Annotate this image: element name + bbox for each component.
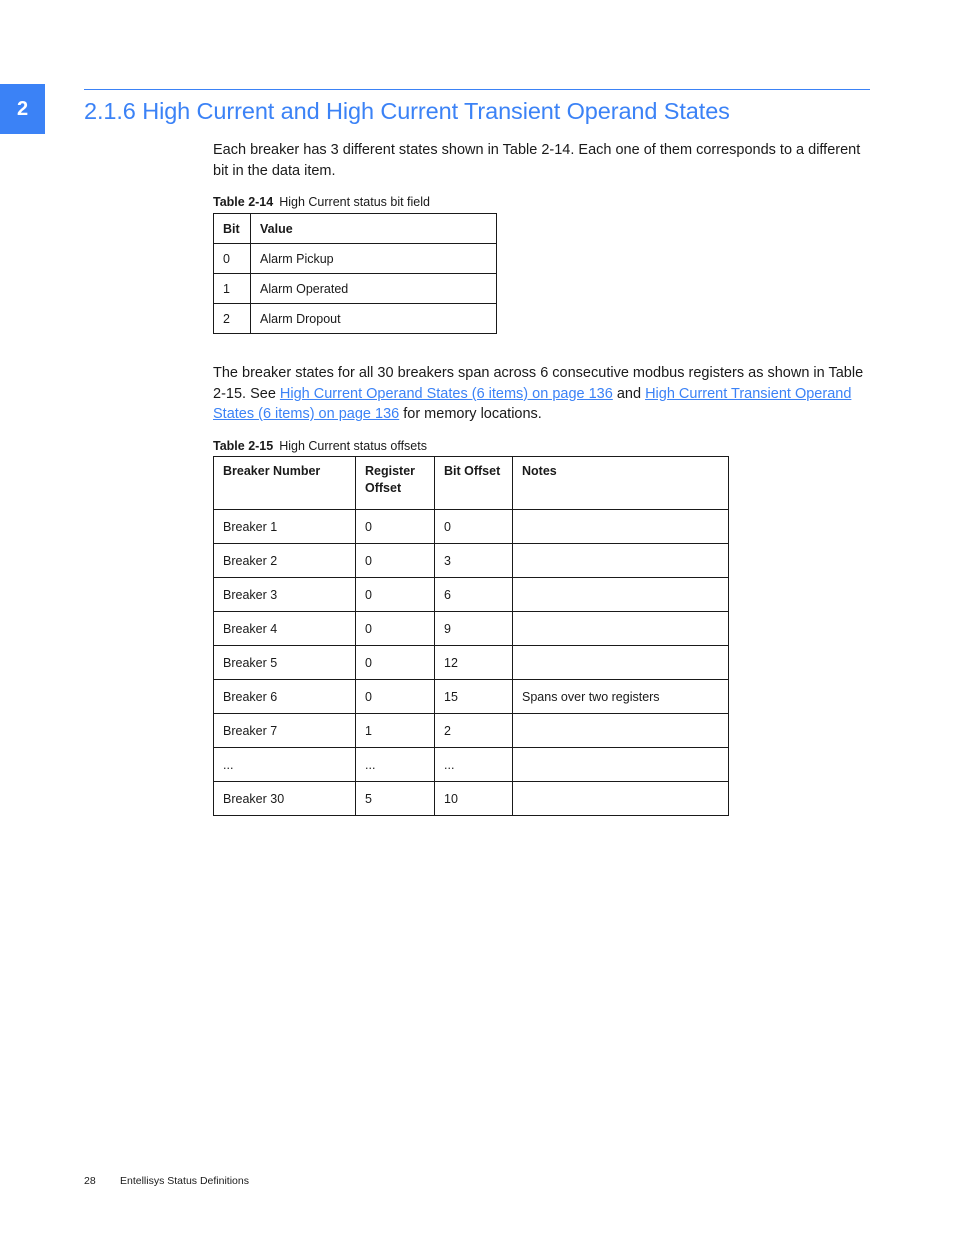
table-cell: 15 bbox=[435, 680, 513, 714]
header-rule bbox=[84, 89, 870, 90]
table-14-label: Table 2-14 bbox=[213, 195, 274, 209]
table-cell: Alarm Dropout bbox=[251, 304, 497, 334]
table-15-caption-text: High Current status offsets bbox=[279, 439, 427, 453]
section-title: 2.1.6 High Current and High Current Transient Operand States bbox=[84, 98, 730, 124]
table-cell: 0 bbox=[356, 680, 435, 714]
table-cell bbox=[513, 782, 729, 816]
link-high-current-operand-states[interactable]: High Current Operand States (6 items) on page 136 bbox=[279, 385, 613, 402]
table-cell bbox=[513, 646, 729, 680]
table-cell: Breaker 2 bbox=[214, 544, 356, 578]
table-15-caption bbox=[213, 439, 427, 453]
table-row bbox=[214, 544, 729, 578]
table-row bbox=[214, 274, 497, 304]
table-cell: 2 bbox=[435, 714, 513, 748]
table-cell: ... bbox=[435, 748, 513, 782]
table-cell: 6 bbox=[435, 578, 513, 612]
table-cell: 0 bbox=[356, 510, 435, 544]
table-cell: Breaker 5 bbox=[214, 646, 356, 680]
footer-doc-title: Entellisys Status Definitions bbox=[120, 1175, 249, 1187]
table-header-row bbox=[214, 457, 729, 510]
table-cell bbox=[513, 544, 729, 578]
table-cell: Breaker 1 bbox=[214, 510, 356, 544]
table-cell: 0 bbox=[214, 244, 251, 274]
table-cell: 3 bbox=[435, 544, 513, 578]
table-row bbox=[214, 578, 729, 612]
table-cell bbox=[513, 714, 729, 748]
table-cell: Breaker 4 bbox=[214, 612, 356, 646]
table-cell bbox=[513, 510, 729, 544]
table-cell: Spans over two registers bbox=[513, 680, 729, 714]
table-14 bbox=[213, 213, 497, 334]
link-high-current-transient-operand-states[interactable]: High Current Transient Operand States (6 items) on page 136 bbox=[213, 385, 852, 422]
table-row bbox=[214, 714, 729, 748]
column-header-value: Value bbox=[251, 214, 497, 244]
table-cell: 5 bbox=[356, 782, 435, 816]
table-14-caption-text: High Current status bit field bbox=[279, 195, 430, 209]
table-row bbox=[214, 680, 729, 714]
table-cell: 12 bbox=[435, 646, 513, 680]
column-header-bit: Bit bbox=[214, 214, 251, 244]
table-cell: Breaker 6 bbox=[214, 680, 356, 714]
table-row bbox=[214, 304, 497, 334]
memory-paragraph-text: for memory locations. bbox=[399, 406, 542, 422]
table-cell: ... bbox=[214, 748, 356, 782]
column-header-breaker-number: Breaker Number bbox=[214, 457, 356, 510]
table-cell: 0 bbox=[356, 544, 435, 578]
table-cell: 1 bbox=[214, 274, 251, 304]
table-cell bbox=[513, 578, 729, 612]
table-15 bbox=[213, 456, 729, 816]
column-header-register-offset: Register Offset bbox=[356, 457, 435, 510]
table-row bbox=[214, 782, 729, 816]
table-row bbox=[214, 612, 729, 646]
table-cell: Breaker 7 bbox=[214, 714, 356, 748]
table-cell: 0 bbox=[356, 646, 435, 680]
table-15-label: Table 2-15 bbox=[213, 439, 274, 453]
table-cell: 2 bbox=[214, 304, 251, 334]
table-row bbox=[214, 244, 497, 274]
table-cell: Breaker 30 bbox=[214, 782, 356, 816]
page-number: 28 bbox=[84, 1175, 96, 1187]
table-cell: 9 bbox=[435, 612, 513, 646]
table-row bbox=[214, 646, 729, 680]
table-cell: 0 bbox=[356, 612, 435, 646]
table-header-row bbox=[214, 214, 497, 244]
table-cell: 0 bbox=[356, 578, 435, 612]
memory-paragraph-text: The breaker states for all 30 breakers span across 6 consecutive modbus registers as shown in Table 2-15. See bbox=[213, 365, 864, 402]
column-header-notes: Notes bbox=[513, 457, 729, 510]
table-cell: 1 bbox=[356, 714, 435, 748]
table-cell: Alarm Operated bbox=[251, 274, 497, 304]
table-cell: 10 bbox=[435, 782, 513, 816]
chapter-tab: 2 bbox=[0, 84, 45, 134]
intro-paragraph: Each breaker has 3 different states shown in Table 2-14. Each one of them corresponds to a different bit in the data item. bbox=[213, 142, 861, 179]
memory-paragraph bbox=[213, 363, 868, 425]
column-header-bit-offset: Bit Offset bbox=[435, 457, 513, 510]
table-cell bbox=[513, 748, 729, 782]
table-cell: Breaker 3 bbox=[214, 578, 356, 612]
memory-paragraph-text: and bbox=[612, 385, 646, 402]
table-cell: ... bbox=[356, 748, 435, 782]
table-14-caption bbox=[213, 195, 430, 209]
table-row bbox=[214, 510, 729, 544]
table-cell: Alarm Pickup bbox=[251, 244, 497, 274]
table-row bbox=[214, 748, 729, 782]
table-cell: 0 bbox=[435, 510, 513, 544]
table-cell bbox=[513, 612, 729, 646]
